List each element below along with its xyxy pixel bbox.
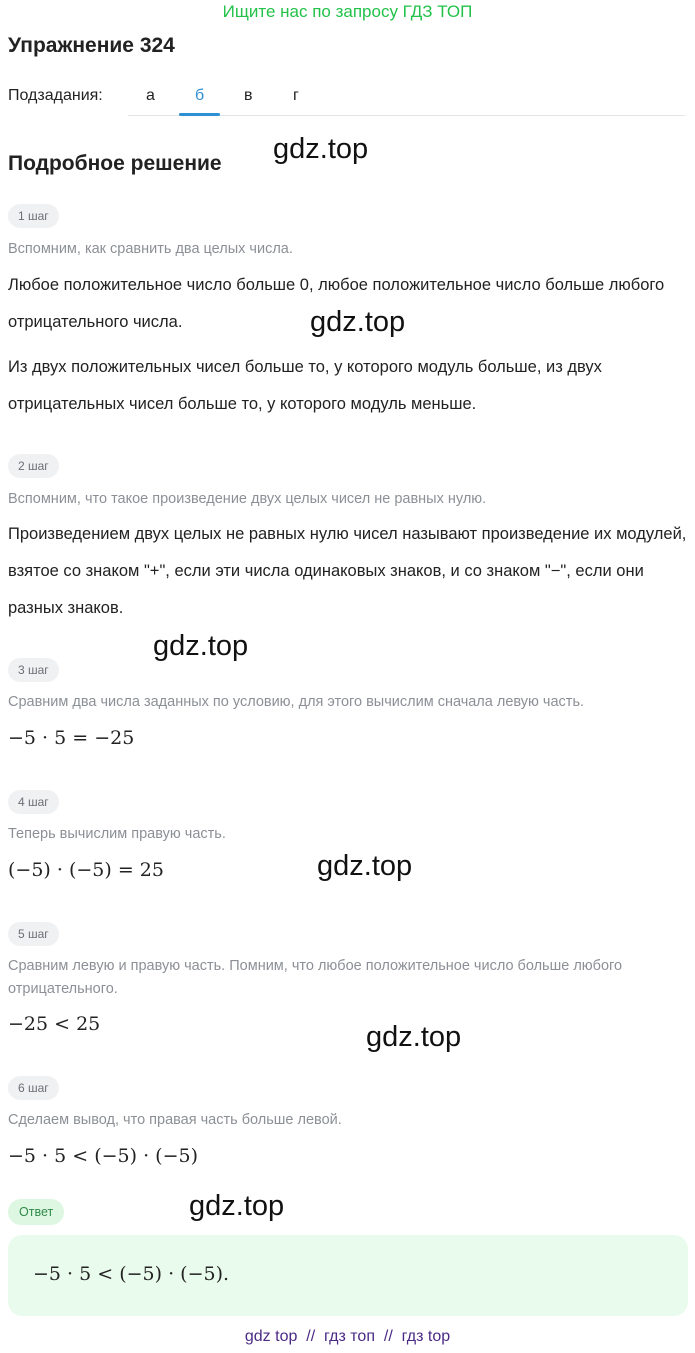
tab-subtask-a[interactable]: а [146,87,155,104]
section-title: Подробное решение [8,152,222,175]
watermark: gdz.top [273,133,369,165]
step-badge: 2 шаг [8,454,59,478]
footer-links: gdz top // гдз топ // гдз top [244,1328,451,1345]
step-badge: 4 шаг [8,790,59,814]
watermark: gdz.top [189,1190,285,1222]
step-badge: 3 шаг [8,658,59,682]
tab-subtask-b[interactable]: б [195,87,205,104]
step-formula: −5 · 5 = −25 [8,727,135,749]
step-hint: Сравним два числа заданных по условию, для этого вычислим сначала левую часть. [8,694,585,710]
answer-badge: Ответ [8,1199,64,1225]
answer-formula: −5 · 5 < (−5) · (−5). [33,1263,230,1285]
step-text: Произведением двух целых не равных нулю чисел называют произведение их модулей, взятое со знаком "+", если эти числа одинаковых знаков, и со знаком "−", если они разных знаков. [8,525,687,617]
tab-subtask-g[interactable]: г [293,87,299,104]
watermark: gdz.top [153,630,249,662]
watermark: gdz.top [317,850,413,882]
step-formula: (−5) · (−5) = 25 [8,859,164,881]
step-formula: −25 < 25 [8,1013,101,1035]
step-hint: Сделаем вывод, что правая часть больше левой. [8,1112,342,1128]
promo-banner: Ищите нас по запросу ГДЗ ТОП [222,2,473,21]
step-text: Из двух положительных чисел больше то, у которого модуль больше, из двух отрицательных чисел больше то, у которого модуль меньше. [8,358,602,413]
step-badge: 6 шаг [8,1076,59,1100]
active-tab-indicator [179,113,220,116]
subtasks-label: Подзадания: [8,87,103,104]
exercise-title: Упражнение 324 [8,34,175,57]
step-badge: 1 шаг [8,204,59,228]
step-badge: 5 шаг [8,922,59,946]
step-hint: Теперь вычислим правую часть. [8,826,226,842]
tab-subtask-v[interactable]: в [244,87,253,104]
step-hint: Вспомним, как сравнить два целых числа. [8,241,293,257]
step-hint: Сравним левую и правую часть. Помним, что любое положительное число больше любого отрицательного. [8,958,623,997]
step-text: Любое положительное число больше 0, любое положительное число больше любого отрицательного числа. [8,276,665,331]
watermark: gdz.top [366,1021,462,1053]
step-hint: Вспомним, что такое произведение двух целых чисел не равных нулю. [8,491,487,507]
watermark: gdz.top [310,306,406,338]
step-formula: −5 · 5 < (−5) · (−5) [8,1145,198,1167]
answer-box [8,1235,688,1316]
